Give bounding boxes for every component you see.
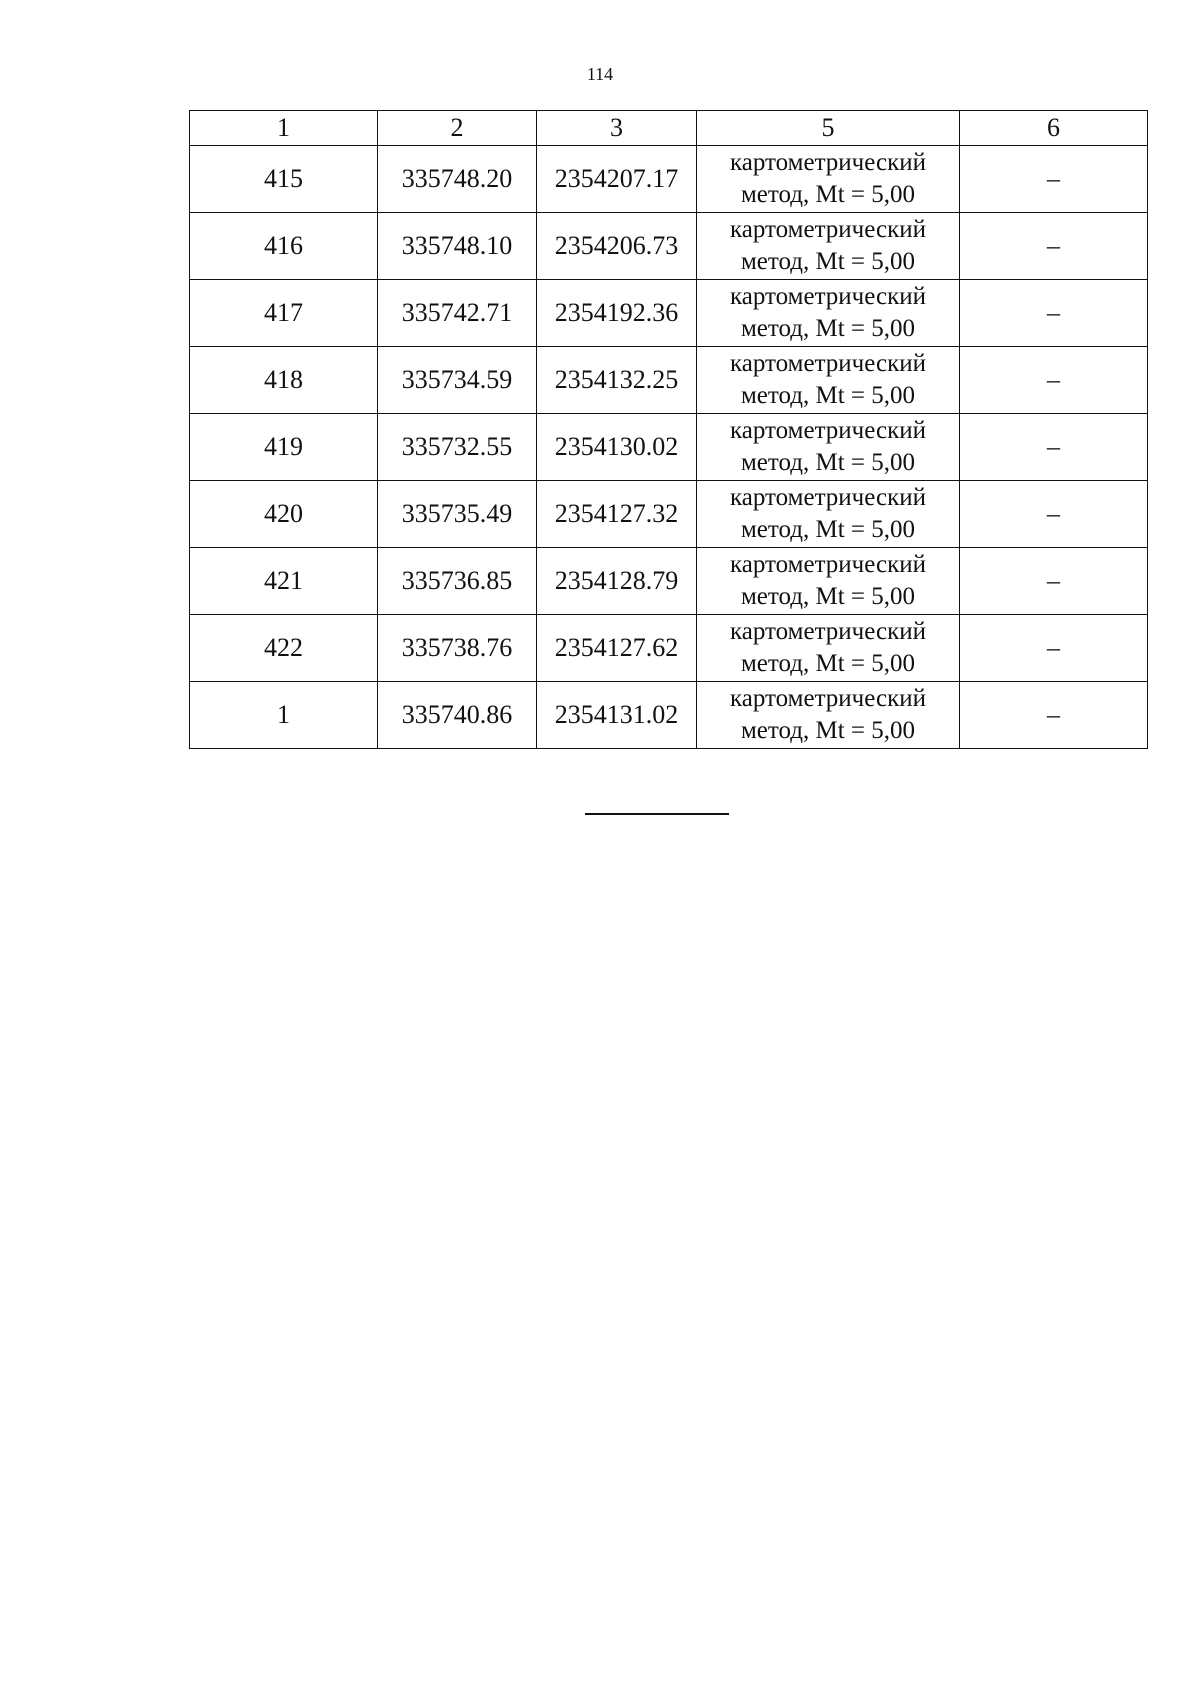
column-6-cell: – [960, 682, 1148, 749]
point-number-cell: 421 [190, 548, 378, 615]
y-coordinate-cell: 2354128.79 [537, 548, 697, 615]
y-coordinate-cell: 2354131.02 [537, 682, 697, 749]
header-cell-y: 3 [537, 111, 697, 146]
table-row [190, 615, 1148, 682]
method-accuracy: метод, Mt = 5,00 [740, 449, 916, 476]
method-accuracy: метод, Mt = 5,00 [740, 382, 916, 409]
header-cell-x: 2 [378, 111, 537, 146]
column-6-cell: – [960, 615, 1148, 682]
point-number-cell: 417 [190, 280, 378, 347]
column-6-cell: – [960, 481, 1148, 548]
y-coordinate-cell: 2354127.62 [537, 615, 697, 682]
method-name: картометрический [730, 350, 926, 377]
column-6-cell: – [960, 548, 1148, 615]
x-coordinate-cell: 335734.59 [378, 347, 537, 414]
method-cell [697, 615, 960, 682]
point-number-cell: 420 [190, 481, 378, 548]
method-name: картометрический [730, 216, 926, 243]
method-cell [697, 481, 960, 548]
page-number: 114 [586, 64, 614, 84]
method-accuracy: метод, Mt = 5,00 [740, 315, 916, 342]
point-number-cell: 419 [190, 414, 378, 481]
header-cell-col6: 6 [960, 111, 1148, 146]
column-6-cell: – [960, 213, 1148, 280]
table-row [190, 548, 1148, 615]
coordinates-table [189, 110, 1148, 749]
table-row [190, 213, 1148, 280]
point-number-cell: 1 [190, 682, 378, 749]
column-6-cell: – [960, 280, 1148, 347]
y-coordinate-cell: 2354130.02 [537, 414, 697, 481]
method-name: картометрический [730, 417, 926, 444]
x-coordinate-cell: 335748.10 [378, 213, 537, 280]
method-accuracy: метод, Mt = 5,00 [740, 248, 916, 275]
method-cell [697, 280, 960, 347]
method-accuracy: метод, Mt = 5,00 [740, 583, 916, 610]
x-coordinate-cell: 335738.76 [378, 615, 537, 682]
x-coordinate-cell: 335736.85 [378, 548, 537, 615]
y-coordinate-cell: 2354132.25 [537, 347, 697, 414]
y-coordinate-cell: 2354206.73 [537, 213, 697, 280]
method-name: картометрический [730, 618, 926, 645]
method-cell [697, 414, 960, 481]
table-row [190, 347, 1148, 414]
method-accuracy: метод, Mt = 5,00 [740, 650, 916, 677]
point-number-cell: 416 [190, 213, 378, 280]
x-coordinate-cell: 335732.55 [378, 414, 537, 481]
point-number-cell: 415 [190, 146, 378, 213]
method-name: картометрический [730, 685, 926, 712]
x-coordinate-cell: 335742.71 [378, 280, 537, 347]
y-coordinate-cell: 2354127.32 [537, 481, 697, 548]
method-cell [697, 548, 960, 615]
column-6-cell: – [960, 347, 1148, 414]
method-cell [697, 146, 960, 213]
end-of-section-rule [585, 813, 729, 815]
y-coordinate-cell: 2354207.17 [537, 146, 697, 213]
method-name: картометрический [730, 484, 926, 511]
table-row [190, 146, 1148, 213]
column-6-cell: – [960, 414, 1148, 481]
method-cell [697, 213, 960, 280]
table-row [190, 481, 1148, 548]
x-coordinate-cell: 335740.86 [378, 682, 537, 749]
x-coordinate-cell: 335735.49 [378, 481, 537, 548]
table-row [190, 280, 1148, 347]
method-name: картометрический [730, 283, 926, 310]
method-name: картометрический [730, 551, 926, 578]
method-cell [697, 682, 960, 749]
method-cell [697, 347, 960, 414]
header-cell-method: 5 [697, 111, 960, 146]
table-header-row [190, 111, 1148, 146]
table-row [190, 414, 1148, 481]
column-6-cell: – [960, 146, 1148, 213]
method-accuracy: метод, Mt = 5,00 [740, 516, 916, 543]
method-accuracy: метод, Mt = 5,00 [740, 717, 916, 744]
method-name: картометрический [730, 149, 926, 176]
point-number-cell: 422 [190, 615, 378, 682]
table-row [190, 682, 1148, 749]
x-coordinate-cell: 335748.20 [378, 146, 537, 213]
y-coordinate-cell: 2354192.36 [537, 280, 697, 347]
point-number-cell: 418 [190, 347, 378, 414]
header-cell-point: 1 [190, 111, 378, 146]
method-accuracy: метод, Mt = 5,00 [740, 181, 916, 208]
